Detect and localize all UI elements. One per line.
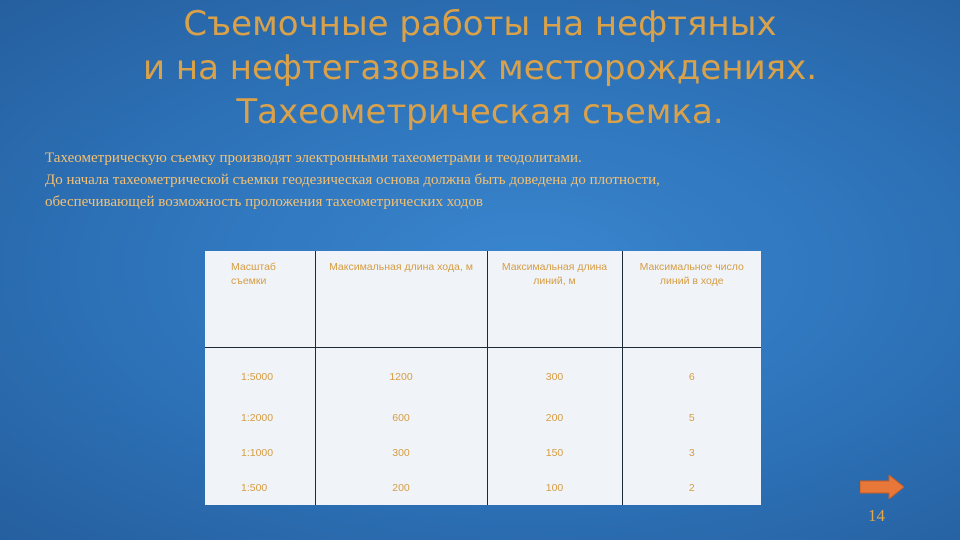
table-cell: 2 bbox=[688, 481, 695, 494]
table-cell: 100 bbox=[487, 470, 622, 505]
table-cell: 300 bbox=[487, 348, 622, 401]
title-line: Съемочные работы на нефтяных bbox=[183, 4, 777, 44]
table-row bbox=[205, 436, 761, 471]
table-cell: 300 bbox=[315, 436, 487, 471]
body-line: Тахеометрическую съемку производят электронными тахеометрами и теодолитами. bbox=[45, 150, 582, 166]
traverse-table bbox=[205, 251, 761, 505]
table-row bbox=[205, 401, 761, 436]
table-cell: 1:1000 bbox=[205, 436, 315, 471]
page-number: 14 bbox=[868, 506, 885, 525]
title-line: и на нефтегазовых месторождениях. bbox=[142, 48, 818, 88]
header-cell-max-traverse-length: Максимальная длина хода, м bbox=[315, 251, 487, 348]
body-line: До начала тахеометрической съемки геодезическая основа должна быть доведена до плотности, bbox=[45, 172, 660, 188]
table-row bbox=[205, 348, 761, 401]
slide-title bbox=[0, 2, 960, 134]
title-line: Тахеометрическая съемка. bbox=[236, 92, 724, 132]
table-cell: 200 bbox=[315, 470, 487, 505]
table-cell: 1:5000 bbox=[205, 348, 315, 401]
table-row bbox=[205, 470, 761, 505]
body-line: обеспечивающей возможность проложения тахеометрических ходов bbox=[45, 194, 483, 210]
table-cell: 200 bbox=[487, 401, 622, 436]
table-cell: 150 bbox=[487, 436, 622, 471]
table-cell: 6 bbox=[688, 371, 695, 384]
table-header-row bbox=[205, 251, 761, 348]
arrow-right-icon bbox=[860, 475, 904, 499]
table-cell: 3 bbox=[688, 446, 695, 459]
table-cell: 1200 bbox=[315, 348, 487, 401]
body-paragraph bbox=[45, 147, 925, 213]
header-cell-scale: Масштаб съемки bbox=[205, 251, 315, 348]
table-cell: 5 bbox=[688, 412, 695, 425]
header-cell-max-line-count: Максимальное число линий в ходе bbox=[622, 251, 761, 348]
table-cell: 1:2000 bbox=[205, 401, 315, 436]
header-cell-max-line-length: Максимальная длина линий, м bbox=[487, 251, 622, 348]
table-cell: 1:500 bbox=[205, 470, 315, 505]
next-slide-button[interactable] bbox=[860, 475, 904, 499]
table-cell: 600 bbox=[315, 401, 487, 436]
